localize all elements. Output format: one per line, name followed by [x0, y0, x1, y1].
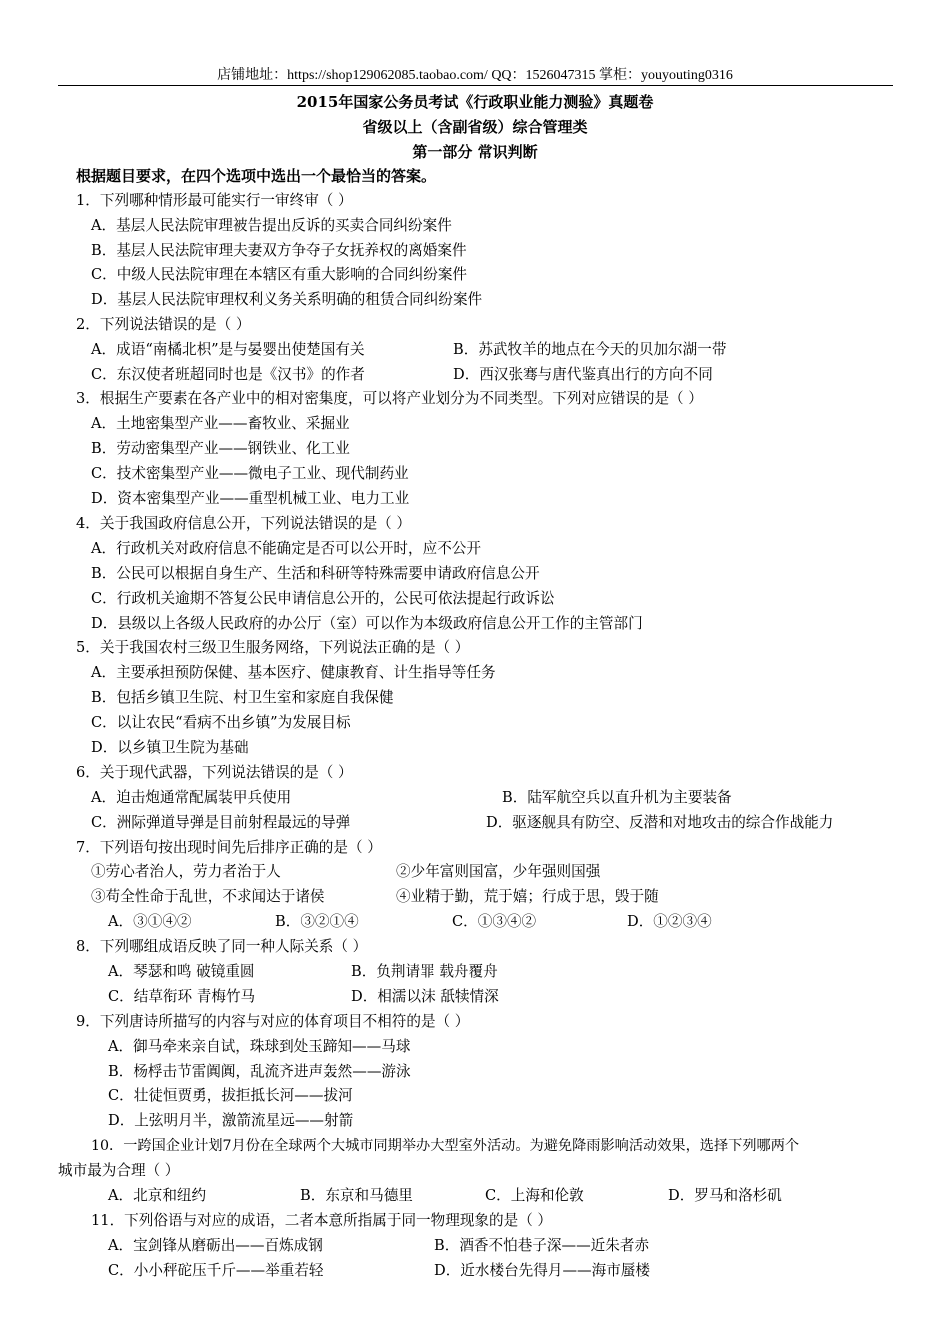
- q4-option-b: B．公民可以根据自身生产、生活和科研等特殊需要申请政府信息公开: [91, 565, 540, 582]
- q10-stem-line2: 城市最为合理（ ）: [58, 1162, 180, 1179]
- q3-option-c: C．技术密集型产业——微电子工业、现代制药业: [91, 465, 409, 482]
- exam-title: 2015年国家公务员考试《行政职业能力测验》真题卷: [296, 93, 654, 111]
- q3-option-b: B．劳动密集型产业——钢铁业、化工业: [91, 440, 350, 457]
- q11-option-c: C．小小秤砣压千斤——举重若轻: [108, 1262, 324, 1279]
- q1-stem: 1．下列哪种情形最可能实行一审终审（ ）: [76, 192, 353, 209]
- q6-option-d: D．驱逐舰具有防空、反潜和对地攻击的综合作战能力: [486, 814, 834, 831]
- q10-option-c: C．上海和伦敦: [485, 1187, 584, 1204]
- q2-option-a: A．成语“南橘北枳”是与晏婴出使楚国有关: [91, 341, 365, 358]
- q5-option-a: A．主要承担预防保健、基本医疗、健康教育、计生指导等任务: [91, 664, 496, 681]
- q7-sentence-2: ②少年富则国富，少年强则国强: [396, 863, 601, 880]
- q10-option-a: A．北京和纽约: [108, 1187, 207, 1204]
- section-title: 第一部分 常识判断: [412, 143, 538, 161]
- q4-stem: 4．关于我国政府信息公开，下列说法错误的是（ ）: [76, 515, 411, 532]
- header-rule: [58, 85, 893, 86]
- q8-option-a: A．琴瑟和鸣 破镜重圆: [108, 963, 255, 980]
- q2-option-b: B．苏武牧羊的地点在今天的贝加尔湖一带: [453, 341, 727, 358]
- q10-option-d: D．罗马和洛杉矶: [668, 1187, 782, 1204]
- q6-option-b: B．陆军航空兵以直升机为主要装备: [502, 789, 732, 806]
- q7-option-d: D．①②③④: [627, 913, 712, 930]
- q8-option-d: D．相濡以沫 舐犊情深: [351, 988, 499, 1005]
- q11-option-b: B．酒香不怕巷子深——近朱者赤: [434, 1237, 650, 1254]
- q9-option-d: D．上弦明月半，激箭流星远——射箭: [108, 1112, 354, 1129]
- q4-option-a: A．行政机关对政府信息不能确定是否可以公开时，应不公开: [91, 540, 481, 557]
- q1-option-c: C．中级人民法院审理在本辖区有重大影响的合同纠纷案件: [91, 266, 468, 283]
- q9-option-a: A．御马牵来亲自试，珠球到处玉蹄知——马球: [108, 1038, 411, 1055]
- q5-option-b: B．包括乡镇卫生院、村卫生室和家庭自我保健: [91, 689, 394, 706]
- page-header: 店铺地址：https://shop129062085.taobao.com/ QQ：1526047315 掌柜：youyouting0316: [217, 68, 733, 83]
- q9-stem: 9．下列唐诗所描写的内容与对应的体育项目不相符的是（ ）: [76, 1013, 470, 1030]
- q11-stem: 11．下列俗语与对应的成语，二者本意所指属于同一物理现象的是（ ）: [91, 1212, 553, 1229]
- exam-subtitle: 省级以上（含副省级）综合管理类: [362, 118, 588, 136]
- q5-option-d: D．以乡镇卫生院为基础: [91, 739, 249, 756]
- q4-option-c: C．行政机关逾期不答复公民申请信息公开的，公民可依法提起行政诉讼: [91, 590, 555, 607]
- q7-option-a: A．③①④②: [108, 913, 192, 930]
- q6-option-a: A．迫击炮通常配属装甲兵使用: [91, 789, 292, 806]
- q4-option-d: D．县级以上各级人民政府的办公厅（室）可以作为本级政府信息公开工作的主管部门: [91, 615, 643, 632]
- q11-option-a: A．宝剑锋从磨砺出——百炼成钢: [108, 1237, 323, 1254]
- q8-stem: 8．下列哪组成语反映了同一种人际关系（ ）: [76, 938, 368, 955]
- q6-option-c: C．洲际弹道导弹是目前射程最远的导弹: [91, 814, 351, 831]
- q3-option-a: A．土地密集型产业——畜牧业、采掘业: [91, 415, 350, 432]
- q1-option-a: A．基层人民法院审理被告提出反诉的买卖合同纠纷案件: [91, 217, 452, 234]
- q8-option-b: B．负荆请罪 载舟覆舟: [351, 963, 498, 980]
- q7-sentence-4: ④业精于勤，荒于嬉；行成于思，毁于随: [396, 888, 659, 905]
- q1-option-d: D．基层人民法院审理权利义务关系明确的租赁合同纠纷案件: [91, 291, 483, 308]
- q2-option-d: D．西汉张骞与唐代鉴真出行的方向不同: [453, 366, 713, 383]
- q2-option-c: C．东汉使者班超同时也是《汉书》的作者: [91, 366, 365, 383]
- q8-option-c: C．结草衔环 青梅竹马: [108, 988, 256, 1005]
- q5-option-c: C．以让农民“看病不出乡镇”为发展目标: [91, 714, 351, 731]
- q1-option-b: B．基层人民法院审理夫妻双方争夺子女抚养权的离婚案件: [91, 242, 467, 259]
- q7-sentence-3: ③苟全性命于乱世，不求闻达于诸侯: [91, 888, 325, 905]
- q5-stem: 5．关于我国农村三级卫生服务网络，下列说法正确的是（ ）: [76, 639, 470, 656]
- q3-option-d: D．资本密集型产业——重型机械工业、电力工业: [91, 490, 410, 507]
- q9-option-c: C．壮徒恒贾勇，拔拒抵长河——拔河: [108, 1087, 353, 1104]
- q11-option-d: D．近水楼台先得月——海市蜃楼: [434, 1262, 651, 1279]
- q10-option-b: B．东京和马德里: [300, 1187, 413, 1204]
- q2-stem: 2．下列说法错误的是（ ）: [76, 316, 251, 333]
- q6-stem: 6．关于现代武器，下列说法错误的是（ ）: [76, 764, 353, 781]
- q7-option-b: B．③②①④: [275, 913, 359, 930]
- q10-stem-line1: 10．一跨国企业计划7月份在全球两个大城市同期举办大型室外活动。为避免降雨影响活动效果，选择下列哪两个: [91, 1138, 800, 1154]
- instruction: 根据题目要求，在四个选项中选出一个最恰当的答案。: [76, 167, 437, 185]
- q9-option-b: B．杨桴击节雷阗阗，乱流齐进声轰然——游泳: [108, 1063, 411, 1080]
- q3-stem: 3．根据生产要素在各产业中的相对密集度，可以将产业划分为不同类型。下列对应错误的是（ ）: [76, 390, 703, 407]
- q7-stem: 7．下列语句按出现时间先后排序正确的是（ ）: [76, 839, 382, 856]
- q7-option-c: C．①③④②: [452, 913, 537, 930]
- q7-sentence-1: ①劳心者治人，劳力者治于人: [91, 863, 281, 880]
